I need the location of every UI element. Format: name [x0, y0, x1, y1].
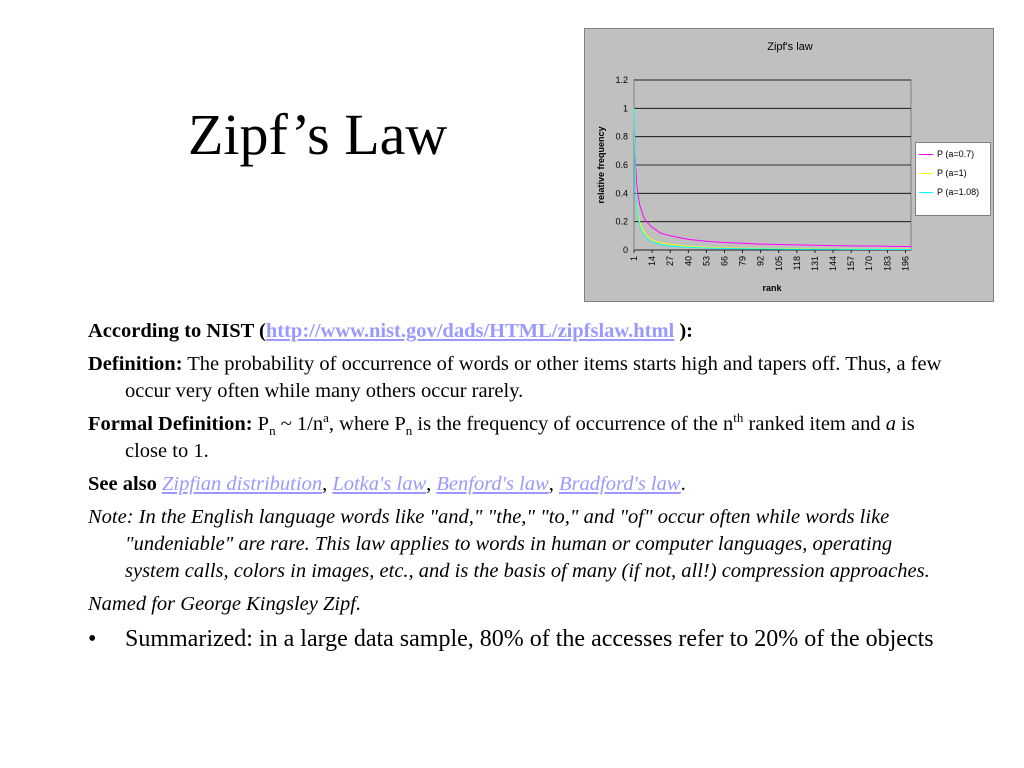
x-tick-label: 53	[701, 256, 712, 267]
definition-paragraph	[88, 351, 948, 405]
x-tick-label: 196	[900, 256, 911, 272]
x-tick-label: 1	[629, 256, 639, 262]
legend-label-a108: P (a=1.08)	[937, 187, 980, 197]
see-also-end: .	[680, 473, 686, 495]
legend-swatch-a07	[919, 154, 933, 155]
slide-body	[88, 318, 948, 654]
x-tick-label: 170	[864, 256, 875, 272]
see-also-paragraph	[88, 471, 948, 498]
benfords-law-link[interactable]: Benford's law	[436, 473, 549, 495]
legend-item-a108	[916, 184, 990, 200]
nist-line	[88, 318, 948, 345]
definition-label: Definition:	[88, 353, 183, 375]
x-tick-label: 157	[846, 256, 857, 272]
bradfords-law-link[interactable]: Bradford's law	[559, 473, 681, 495]
see-also-sep-2: ,	[426, 473, 437, 495]
legend-swatch-a1	[919, 173, 933, 174]
x-tick-label: 66	[719, 256, 730, 267]
zipf-chart	[584, 28, 994, 302]
nist-link[interactable]: http://www.nist.gov/dads/HTML/zipfslaw.html	[265, 320, 675, 342]
formal-p: P	[252, 413, 270, 435]
legend-label-a07: P (a=0.7)	[937, 149, 975, 159]
y-tick-label: 0	[622, 245, 628, 255]
y-axis-label: relative frequency	[596, 126, 606, 204]
lotkas-law-link[interactable]: Lotka's law	[332, 473, 427, 495]
legend-label-a1: P (a=1)	[937, 168, 967, 178]
chart-title: Zipf's law	[767, 41, 813, 53]
y-tick-label: 1	[622, 103, 628, 114]
x-tick-label: 183	[882, 256, 893, 272]
note-paragraph: Note: In the English language words like "and," "the," "to," and "of" occur often while words like "undeniable" are rare. This law applies to words in human or computer languages, operating system calls, colors in images, etc., and is the basis of many (if not, all!) compression approaches.	[88, 506, 930, 582]
formal-close: is close to 1.	[125, 413, 915, 462]
named-for-paragraph: Named for George Kingsley Zipf.	[88, 593, 362, 615]
formal-rest: is the frequency of occurrence of the n	[412, 413, 734, 435]
see-also-sep-3: ,	[548, 473, 560, 495]
nist-trail: ):	[674, 320, 694, 342]
formal-n-sub: n	[269, 423, 276, 439]
summary-bullet	[88, 624, 948, 654]
y-tick-label: 0.4	[615, 188, 628, 199]
formal-where: , where P	[328, 413, 406, 435]
x-tick-label: 79	[737, 256, 748, 267]
formal-a-sup: a	[323, 410, 329, 426]
x-tick-label: 131	[809, 256, 820, 272]
x-tick-label: 40	[683, 256, 694, 267]
legend-swatch-a108	[919, 192, 933, 193]
y-tick-label: 1.2	[615, 75, 628, 85]
formal-mid: ~ 1/n	[275, 413, 324, 435]
slide-title: Zipf’s Law	[188, 102, 448, 167]
bullet-icon: •	[88, 626, 97, 652]
y-tick-label: 0.2	[615, 216, 628, 227]
zipfian-distribution-link[interactable]: Zipfian distribution	[162, 473, 323, 495]
formal-definition-label: Formal Definition:	[88, 413, 253, 435]
x-tick-label: 105	[773, 256, 784, 272]
summary-text: Summarized: in a large data sample, 80% of the accesses refer to 20% of the objects	[125, 626, 934, 652]
x-tick-label: 118	[791, 256, 802, 271]
formal-n-sub2: n	[405, 423, 413, 439]
legend-item-a07	[916, 146, 990, 162]
y-tick-label: 0.8	[615, 131, 628, 142]
x-tick-label: 144	[828, 256, 839, 272]
see-also-sep-1: ,	[322, 473, 333, 495]
see-also-label: See also	[88, 473, 157, 495]
x-tick-label: 92	[755, 256, 766, 267]
formal-ranked: ranked item and	[743, 413, 886, 435]
x-axis-label: rank	[762, 283, 782, 293]
legend-item-a1	[916, 165, 990, 181]
formal-definition-paragraph	[88, 411, 948, 465]
formal-th-sup: th	[733, 410, 744, 426]
x-tick-label: 27	[665, 256, 676, 267]
nist-lead: According to NIST (	[88, 320, 266, 342]
formal-a-italic: a	[885, 413, 896, 435]
x-tick-label: 14	[647, 256, 658, 267]
chart-legend	[915, 142, 991, 216]
definition-text: The probability of occurrence of words or other items starts high and tapers off. Thus, a few occur very often while many others occur rarely.	[125, 353, 942, 402]
y-tick-label: 0.6	[615, 160, 628, 170]
